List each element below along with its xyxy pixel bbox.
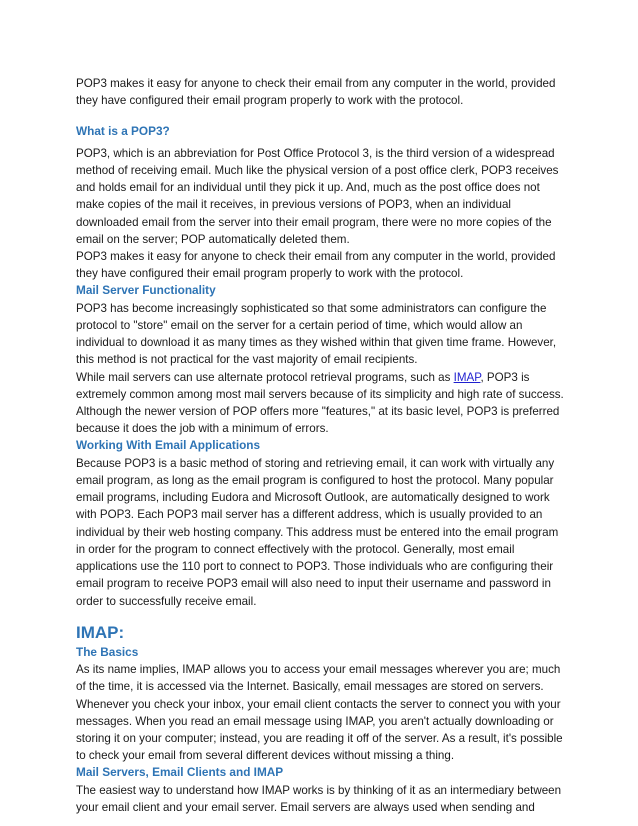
mail-server-paragraph-1: POP3 has become increasingly sophisticated so that some administrators can configure the protocol to "store" email on the server for a certain period of time, which would allow an individual to download it as many times as they wished within that given time frame. However, this method is not practical for the vast majority of email recipients.: [76, 301, 557, 367]
mail-server-paragraph-2: [76, 369, 568, 438]
pop3-definition-paragraph: POP3, which is an abbreviation for Post Office Protocol 3, is the third version of a widespread method of receiving email. Much like the physical version of a post office clerk, POP3 receives and holds email for an individual until they pick it up. And, much as the post office does not make copies of the mail it receives, in previous versions of POP3, when an individual downloaded email from the server into their email program, there were no more copies of the email on the server; POP automatically deleted them.: [76, 146, 559, 246]
intro-paragraph: POP3 makes it easy for anyone to check their email from any computer in the world, provided they have configured their email program properly to work with the protocol.: [76, 77, 556, 108]
mail-server-text-after-link: , POP3 is extremely common among most mail servers because of its simplicity and high rate of success. Although the newer version of POP offers more "features," at its basic level, POP3 is preferred because it does the job with a minimum of errors.: [76, 370, 564, 436]
heading-imap: IMAP:: [76, 622, 125, 642]
imap-link[interactable]: IMAP: [453, 370, 481, 384]
imap-servers-paragraph: The easiest way to understand how IMAP works is by thinking of it as an intermediary between your email client and your email server. Email servers are always used when sending and: [76, 783, 562, 814]
pop3-repeat-paragraph: POP3 makes it easy for anyone to check their email from any computer in the world, provided they have configured their email program properly to work with the protocol.: [76, 250, 556, 281]
working-paragraph: Because POP3 is a basic method of storing and retrieving email, it can work with virtually any email program, as long as the email program is configured to host the protocol. Many popular email programs, including Eudora and Microsoft Outlook, are automatically designed to work with POP3. Each POP3 mail server has a different address, which is usually provided to an individual by their web hosting company. This address must be entered into the email program in order for the program to connect effectively with the protocol. Generally, most email applications use the 110 port to connect to POP3. Those individuals who are configuring their email program to receive POP3 email will also need to input their username and password in order to successfully receive email.: [76, 456, 559, 608]
heading-mail-servers-email-clients-imap: Mail Servers, Email Clients and IMAP: [76, 765, 284, 780]
heading-what-is-pop3: What is a POP3?: [76, 124, 170, 139]
imap-basics-paragraph: As its name implies, IMAP allows you to access your email messages wherever you are; much of the time, it is accessed via the Internet. Basically, email messages are stored on servers. Whenever you check your inbox, your email client contacts the server to connect you with your messages. When you read an email message using IMAP, you aren't actually downloading or storing it on your computer; instead, you are reading it off of the server. As a result, it's possible to check your email from several different devices without missing a thing.: [76, 663, 563, 763]
heading-working-with-email-applications: Working With Email Applications: [76, 438, 261, 453]
heading-mail-server-functionality: Mail Server Functionality: [76, 283, 216, 298]
heading-the-basics: The Basics: [76, 644, 139, 659]
mail-server-text-before-link: While mail servers can use alternate protocol retrieval programs, such as: [76, 370, 454, 384]
